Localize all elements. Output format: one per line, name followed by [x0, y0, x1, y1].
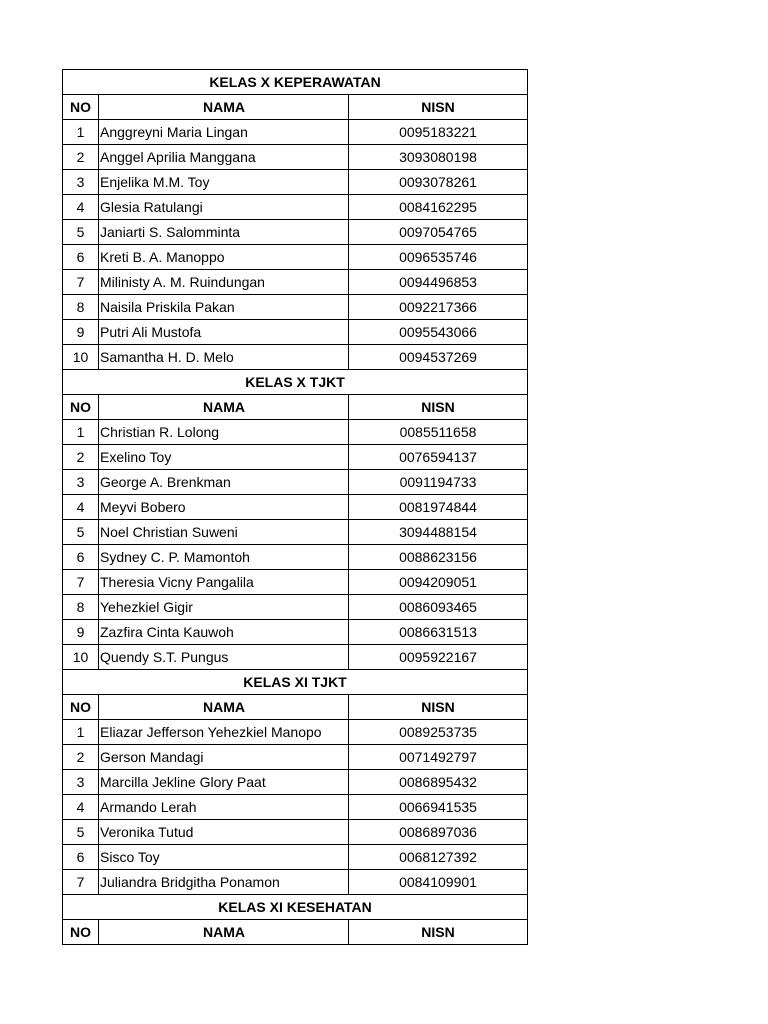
- table-row: [63, 520, 528, 545]
- student-name-cell: George A. Brenkman: [99, 470, 349, 495]
- nisn-cell: 0089253735: [349, 720, 528, 745]
- section-title-row: [63, 895, 528, 920]
- student-name-cell: Samantha H. D. Melo: [99, 345, 349, 370]
- student-name-cell: Milinisty A. M. Ruindungan: [99, 270, 349, 295]
- row-number-cell: 3: [63, 170, 99, 195]
- table-row: [63, 145, 528, 170]
- column-header-row: [63, 920, 528, 945]
- row-number-cell: 2: [63, 745, 99, 770]
- table-row: [63, 270, 528, 295]
- nisn-cell: 3094488154: [349, 520, 528, 545]
- student-name-cell: Putri Ali Mustofa: [99, 320, 349, 345]
- column-header-no: NO: [63, 920, 99, 945]
- table-row: [63, 720, 528, 745]
- nisn-cell: 0094209051: [349, 570, 528, 595]
- student-name-cell: Christian R. Lolong: [99, 420, 349, 445]
- student-name-cell: Anggel Aprilia Manggana: [99, 145, 349, 170]
- student-name-cell: Kreti B. A. Manoppo: [99, 245, 349, 270]
- row-number-cell: 10: [63, 645, 99, 670]
- section-title-row: [63, 370, 528, 395]
- table-row: [63, 620, 528, 645]
- section-title: KELAS X TJKT: [63, 370, 528, 395]
- row-number-cell: 1: [63, 120, 99, 145]
- section-title: KELAS X KEPERAWATAN: [63, 70, 528, 95]
- row-number-cell: 7: [63, 570, 99, 595]
- row-number-cell: 4: [63, 795, 99, 820]
- row-number-cell: 1: [63, 720, 99, 745]
- nisn-cell: 0084162295: [349, 195, 528, 220]
- nisn-cell: 3093080198: [349, 145, 528, 170]
- column-header-nisn: NISN: [349, 695, 528, 720]
- column-header-nama: NAMA: [99, 920, 349, 945]
- student-name-cell: Yehezkiel Gigir: [99, 595, 349, 620]
- nisn-cell: 0086897036: [349, 820, 528, 845]
- table-row: [63, 345, 528, 370]
- section-title-row: [63, 70, 528, 95]
- student-name-cell: Sydney C. P. Mamontoh: [99, 545, 349, 570]
- student-name-cell: Meyvi Bobero: [99, 495, 349, 520]
- nisn-cell: 0095543066: [349, 320, 528, 345]
- section-title: KELAS XI KESEHATAN: [63, 895, 528, 920]
- row-number-cell: 5: [63, 820, 99, 845]
- row-number-cell: 9: [63, 620, 99, 645]
- nisn-cell: 0086093465: [349, 595, 528, 620]
- row-number-cell: 6: [63, 245, 99, 270]
- nisn-cell: 0094496853: [349, 270, 528, 295]
- table-row: [63, 295, 528, 320]
- row-number-cell: 5: [63, 220, 99, 245]
- nisn-cell: 0095922167: [349, 645, 528, 670]
- section-title-row: [63, 670, 528, 695]
- column-header-nisn: NISN: [349, 395, 528, 420]
- student-name-cell: Quendy S.T. Pungus: [99, 645, 349, 670]
- table-row: [63, 820, 528, 845]
- student-name-cell: Anggreyni Maria Lingan: [99, 120, 349, 145]
- row-number-cell: 2: [63, 145, 99, 170]
- column-header-nama: NAMA: [99, 95, 349, 120]
- table-row: [63, 195, 528, 220]
- table-row: [63, 120, 528, 145]
- nisn-cell: 0085511658: [349, 420, 528, 445]
- column-header-row: [63, 95, 528, 120]
- table-row: [63, 245, 528, 270]
- row-number-cell: 3: [63, 770, 99, 795]
- column-header-nisn: NISN: [349, 95, 528, 120]
- row-number-cell: 8: [63, 295, 99, 320]
- nisn-cell: 0076594137: [349, 445, 528, 470]
- student-name-cell: Theresia Vicny Pangalila: [99, 570, 349, 595]
- nisn-cell: 0096535746: [349, 245, 528, 270]
- nisn-cell: 0066941535: [349, 795, 528, 820]
- column-header-row: [63, 695, 528, 720]
- table-row: [63, 570, 528, 595]
- table-row: [63, 595, 528, 620]
- student-name-cell: Gerson Mandagi: [99, 745, 349, 770]
- table-row: [63, 845, 528, 870]
- nisn-cell: 0095183221: [349, 120, 528, 145]
- table-row: [63, 495, 528, 520]
- table-row: [63, 770, 528, 795]
- row-number-cell: 8: [63, 595, 99, 620]
- student-name-cell: Naisila Priskila Pakan: [99, 295, 349, 320]
- student-name-cell: Armando Lerah: [99, 795, 349, 820]
- student-name-cell: Marcilla Jekline Glory Paat: [99, 770, 349, 795]
- row-number-cell: 5: [63, 520, 99, 545]
- row-number-cell: 3: [63, 470, 99, 495]
- student-name-cell: Zazfira Cinta Kauwoh: [99, 620, 349, 645]
- nisn-cell: 0093078261: [349, 170, 528, 195]
- table-row: [63, 870, 528, 895]
- table-row: [63, 645, 528, 670]
- student-name-cell: Janiarti S. Salomminta: [99, 220, 349, 245]
- nisn-cell: 0097054765: [349, 220, 528, 245]
- nisn-cell: 0086895432: [349, 770, 528, 795]
- student-name-cell: Enjelika M.M. Toy: [99, 170, 349, 195]
- table-row: [63, 470, 528, 495]
- section-title: KELAS XI TJKT: [63, 670, 528, 695]
- nisn-cell: 0091194733: [349, 470, 528, 495]
- student-name-cell: Noel Christian Suweni: [99, 520, 349, 545]
- column-header-row: [63, 395, 528, 420]
- column-header-no: NO: [63, 95, 99, 120]
- table-row: [63, 420, 528, 445]
- nisn-cell: 0092217366: [349, 295, 528, 320]
- row-number-cell: 10: [63, 345, 99, 370]
- student-name-cell: Veronika Tutud: [99, 820, 349, 845]
- row-number-cell: 6: [63, 545, 99, 570]
- row-number-cell: 6: [63, 845, 99, 870]
- nisn-cell: 0094537269: [349, 345, 528, 370]
- student-list-table: [62, 69, 528, 945]
- student-list-body: [63, 70, 528, 945]
- column-header-nisn: NISN: [349, 920, 528, 945]
- row-number-cell: 7: [63, 270, 99, 295]
- row-number-cell: 7: [63, 870, 99, 895]
- row-number-cell: 9: [63, 320, 99, 345]
- table-row: [63, 445, 528, 470]
- student-name-cell: Glesia Ratulangi: [99, 195, 349, 220]
- table-row: [63, 220, 528, 245]
- table-row: [63, 795, 528, 820]
- table-row: [63, 170, 528, 195]
- student-name-cell: Eliazar Jefferson Yehezkiel Manopo: [99, 720, 349, 745]
- nisn-cell: 0071492797: [349, 745, 528, 770]
- row-number-cell: 1: [63, 420, 99, 445]
- nisn-cell: 0068127392: [349, 845, 528, 870]
- nisn-cell: 0088623156: [349, 545, 528, 570]
- nisn-cell: 0086631513: [349, 620, 528, 645]
- table-row: [63, 320, 528, 345]
- row-number-cell: 4: [63, 195, 99, 220]
- column-header-nama: NAMA: [99, 395, 349, 420]
- table-row: [63, 745, 528, 770]
- student-name-cell: Juliandra Bridgitha Ponamon: [99, 870, 349, 895]
- row-number-cell: 4: [63, 495, 99, 520]
- student-name-cell: Sisco Toy: [99, 845, 349, 870]
- nisn-cell: 0084109901: [349, 870, 528, 895]
- column-header-nama: NAMA: [99, 695, 349, 720]
- column-header-no: NO: [63, 395, 99, 420]
- row-number-cell: 2: [63, 445, 99, 470]
- nisn-cell: 0081974844: [349, 495, 528, 520]
- column-header-no: NO: [63, 695, 99, 720]
- table-row: [63, 545, 528, 570]
- student-name-cell: Exelino Toy: [99, 445, 349, 470]
